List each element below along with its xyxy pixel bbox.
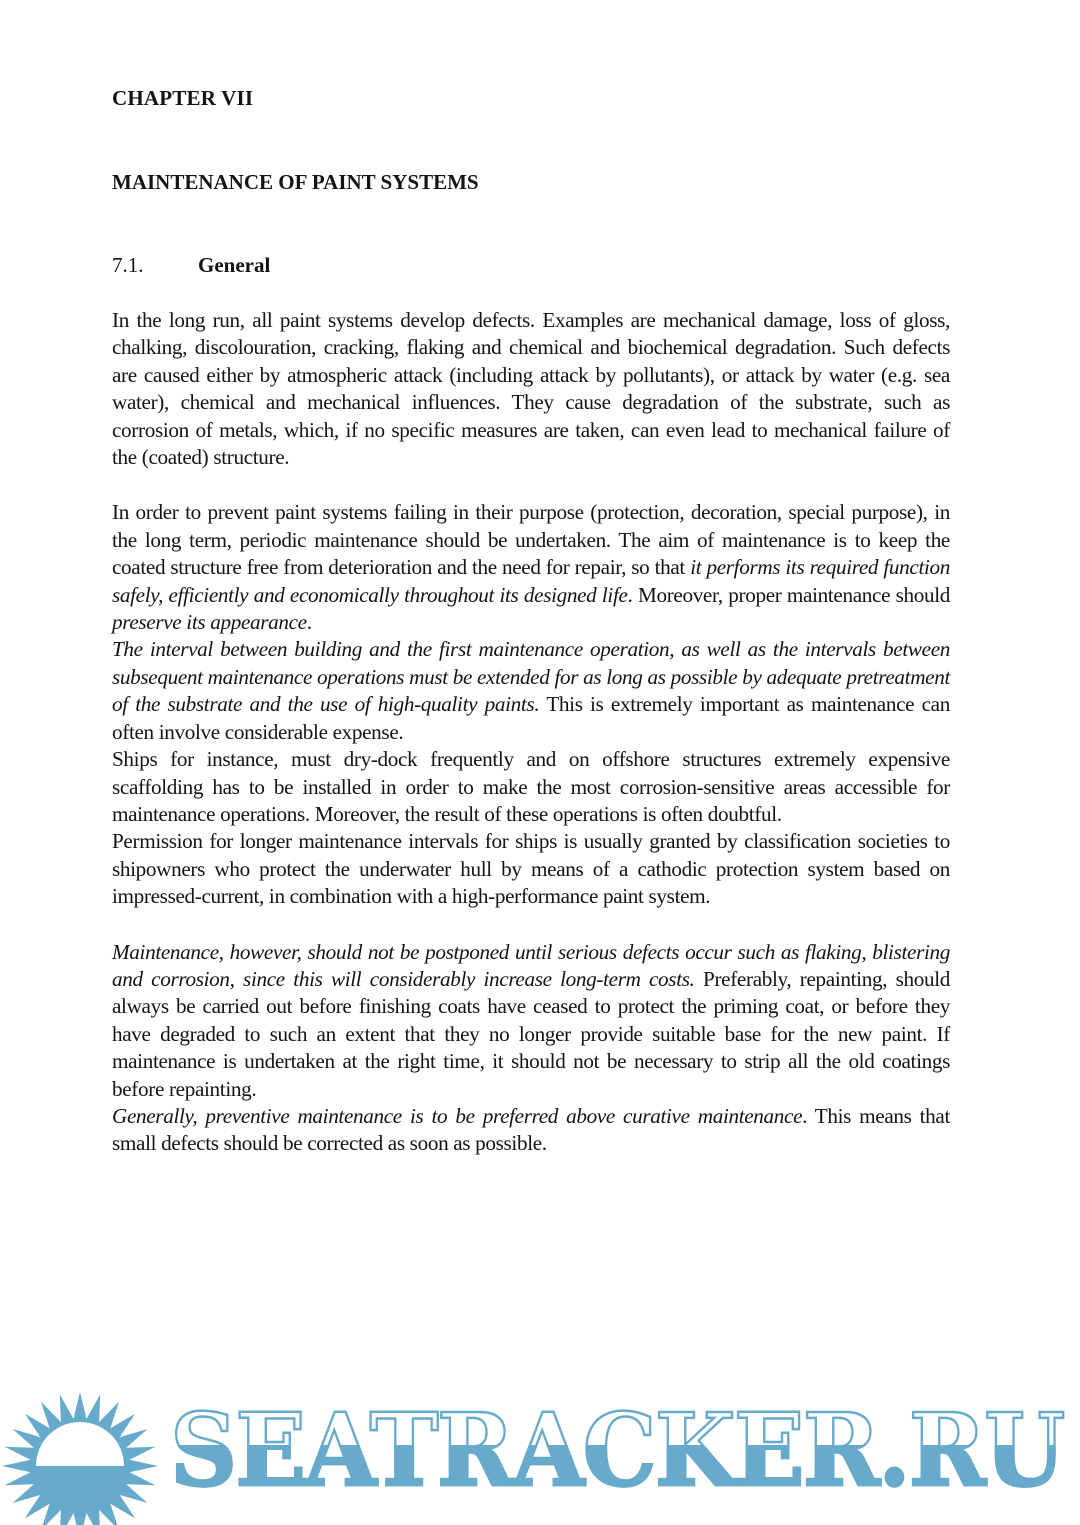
text-segment: . Moreover, proper maintenance should xyxy=(627,582,950,607)
paragraph xyxy=(112,499,950,636)
text-segment: Permission for longer maintenance intervals for ships is usually granted by classification societies to shipowners who protect the underwater hull by means of a cathodic protection system based on impressed-current, in combination with a high-performance paint system. xyxy=(112,829,950,909)
emphasis-text: it performs its required function safely, efficiently and economically throughout its designed life xyxy=(112,555,951,607)
text-segment: . This means that small defects should be corrected as soon as possible. xyxy=(112,1103,950,1156)
paragraph xyxy=(112,828,950,910)
body-text xyxy=(112,307,950,1158)
watermark-text: SEATRACKER.RU xyxy=(170,1391,1064,1509)
emphasis-text: The interval between building and the first maintenance operation, as well as the intervals between subsequent maintenance operations must be extended for as long as possible by adequate pretreatment of the substrate and the use of high-quality paints. xyxy=(112,637,950,717)
text-segment: In the long run, all paint systems develop defects. Examples are mechanical damage, loss of gloss, chalking, discolouration, cracking, flaking and chemical and biochemical degradation. Such defects are caused either by atmospheric attack (including attack by pollutants), or attack by water (e.g. sea water), chemical and mechanical influences. They cause degradation of the substrate, such as corrosion of metals, which, if no specific measures are taken, can even lead to mechanical failure of the (coated) structure. xyxy=(112,308,950,470)
paragraph xyxy=(112,1103,950,1158)
emphasis-text: Generally, preventive maintenance is to be preferred above curative maintenance xyxy=(112,1103,803,1128)
chapter-label: CHAPTER VII xyxy=(112,86,254,110)
sun-over-sea-icon xyxy=(0,1365,160,1525)
text-segment: This is extremely important as maintenance can often involve considerable expense. xyxy=(112,692,950,744)
watermark xyxy=(0,1355,1080,1515)
text-segment: Ships for instance, must dry-dock frequently and on offshore structures extremely expensive scaffolding has to be installed in order to make the most corrosion-sensitive areas accessible for maintenance operations. Moreover, the result of these operations is often doubtful. xyxy=(112,747,950,826)
section-heading xyxy=(112,253,270,278)
paragraph xyxy=(112,307,950,471)
section-title: General xyxy=(198,253,271,277)
section-number: 7.1. xyxy=(112,253,144,277)
emphasis-text: preserve its appearance xyxy=(112,610,307,635)
paragraph xyxy=(112,746,950,828)
paragraph xyxy=(112,939,950,1103)
paragraph xyxy=(112,636,950,746)
emphasis-text: Maintenance, however, should not be postponed until serious defects occur such as flaking, blistering and corrosion, since this will considerably increase long-term costs. xyxy=(112,939,950,991)
text-segment: Preferably, repainting, should always be carried out before finishing coats have ceased to protect the priming coat, or before they have degraded to such an extent that they no longer provide suitable base for the new paint. If maintenance is undertaken at the right time, it should not be necessary to strip all the old coatings before repainting. xyxy=(112,966,950,1101)
text-segment: . xyxy=(306,610,312,635)
chapter-title: MAINTENANCE OF PAINT SYSTEMS xyxy=(112,170,479,194)
text-segment: In order to prevent paint systems failing in their purpose (protection, decoration, special purpose), in the long term, periodic maintenance should be undertaken. The aim of maintenance is to keep the coated structure free from deterioration and the need for repair, so that xyxy=(112,500,950,580)
